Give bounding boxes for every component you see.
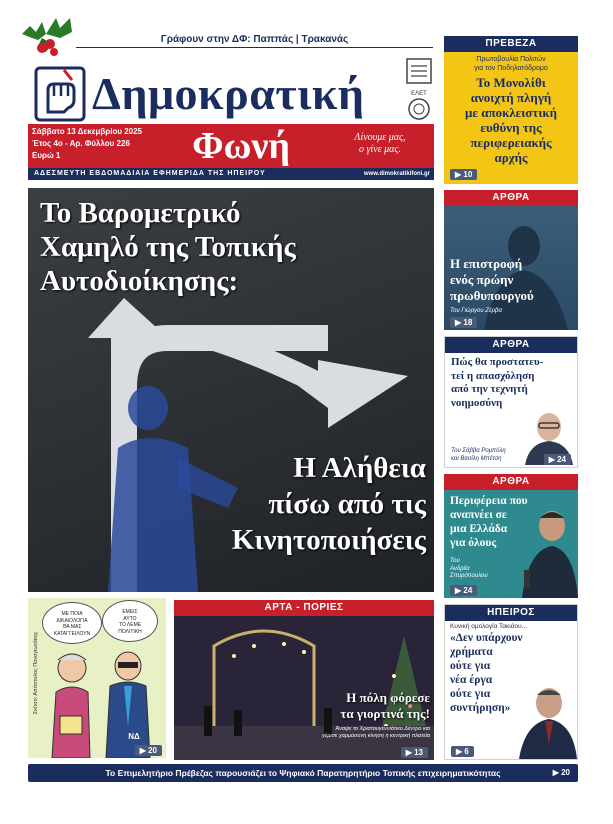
arta-page-badge[interactable]: ▶ 13 bbox=[401, 747, 428, 758]
issue-date: Σάββατο 13 Δεκεμβρίου 2025 bbox=[32, 127, 142, 136]
article2-author bbox=[451, 447, 506, 463]
christmas-holly-icon bbox=[12, 4, 82, 62]
article2-title bbox=[445, 353, 577, 410]
bubble-left-line-1: ΜΕ ΠΟΙΑ bbox=[61, 611, 83, 617]
article1-box[interactable] bbox=[444, 190, 578, 330]
ipeiros-title-line-4: νέα έργα bbox=[450, 674, 493, 686]
preveza-box[interactable] bbox=[444, 36, 578, 184]
article2-box[interactable] bbox=[444, 336, 578, 468]
preveza-category: ΠΡΕΒΕΖΑ bbox=[444, 36, 578, 52]
ipeiros-page-badge[interactable]: ▶ 6 bbox=[451, 746, 474, 757]
main-subtitle-line-2: πίσω από τις bbox=[268, 488, 426, 520]
arta-category: ΑΡΤΑ - ΠΟΡΙΕΣ bbox=[174, 600, 434, 616]
preveza-page-badge[interactable]: ▶ 10 bbox=[450, 169, 477, 180]
article2-title-line-2: τεί η απασχόληση bbox=[451, 369, 535, 382]
ipeiros-category: ΗΠΕΙΡΟΣ bbox=[445, 605, 577, 621]
ipeiros-box[interactable] bbox=[444, 604, 578, 760]
ipeiros-title-line-3: ούτε για bbox=[450, 660, 491, 672]
footer-text: Το Επιμελητήριο Πρέβεζας παρουσιάζει το Ψηφιακό Παρατηρητήριο Τοπικής επιχειρηματικότητας bbox=[105, 768, 501, 778]
main-subtitle-line-1: Η Αλήθεια bbox=[293, 452, 426, 484]
article3-box[interactable] bbox=[444, 474, 578, 598]
arta-caption-line-1: Άναψε το Χριστουγεννιάτικο Δέντρο και bbox=[335, 726, 430, 732]
top-strip-text: Γράφουν στην ΔΦ: Παππάς | Τρακανάς bbox=[160, 34, 349, 45]
main-title-line-3: Αυτοδιοίκησης: bbox=[40, 265, 239, 297]
ipeiros-title-line-5: ούτε για bbox=[450, 688, 491, 700]
preveza-kicker-line-1: Πρωτοβουλία Πολιτών bbox=[476, 56, 546, 63]
slogan-line-1: Λίνουμε μας, bbox=[354, 132, 406, 143]
article3-author-line-1: Του bbox=[450, 558, 460, 564]
bubble-left-line-2: ΔΙΚΑΙΟΛΟΓΙΑ bbox=[56, 617, 88, 624]
preveza-title bbox=[444, 75, 578, 165]
top-strip bbox=[76, 34, 433, 48]
logo-fist-icon bbox=[34, 66, 86, 122]
cartoon-bubble-right bbox=[102, 600, 158, 642]
main-title-line-2: Χαμηλό της Τοπικής bbox=[40, 231, 296, 263]
bubble-left-line-4: ΚΑΤΑΓΓΕΙΛΟΥΝ bbox=[53, 630, 91, 637]
arta-caption-line-2: γέμισε χαρμόσυνη κίνηση η κεντρική πλατεία bbox=[322, 733, 430, 739]
article1-title-line-3: πρωθυπουργού bbox=[450, 288, 534, 303]
tagline-text: ΑΔΕΣΜΕΥΤΗ ΕΒΔΟΜΑΔΙΑΙΑ ΕΦΗΜΕΡΙΔΑ ΤΗΣ ΗΠΕΙΡΟΥ bbox=[34, 170, 266, 177]
main-title-line-1: Το Βαρομετρικό bbox=[40, 197, 241, 229]
article2-author-line-2: και Βασίλη Μπέτση bbox=[451, 456, 502, 462]
bubble-right-line-1: ΕΜΕΙΣ bbox=[122, 609, 138, 615]
ipeiros-title-line-2: χρήματα bbox=[450, 646, 493, 658]
article3-category: ΑΡΘΡΑ bbox=[444, 474, 578, 490]
arta-title-line-2: τα γιορτινά της! bbox=[340, 706, 430, 721]
preveza-title-line-4: ευθύνη της bbox=[480, 120, 542, 135]
cartoon-box[interactable] bbox=[28, 598, 166, 758]
article2-title-line-4: νοημοσύνη bbox=[451, 396, 503, 409]
main-story-title bbox=[40, 196, 360, 306]
main-story-subtitle bbox=[200, 450, 426, 574]
issue-number: Έτος 4ο - Αρ. Φύλλου 226 bbox=[32, 139, 130, 148]
article1-title-line-1: Η επιστροφή bbox=[450, 256, 523, 271]
ipeiros-politician-photo bbox=[517, 679, 577, 759]
masthead-title-top: Δημοκρατική bbox=[92, 68, 365, 119]
article3-author-line-2: Ανδρέα bbox=[450, 565, 470, 572]
cartoon-page-badge[interactable]: ▶ 20 bbox=[135, 745, 162, 756]
bubble-right-line-3: ΤΟ ΛΕΜΕ bbox=[118, 622, 142, 628]
bubble-right-line-2: ΑΥΤΟ bbox=[123, 615, 137, 622]
footer-bar[interactable] bbox=[28, 764, 578, 782]
issue-info bbox=[32, 126, 182, 166]
article3-title-line-2: αναπνέει σε bbox=[450, 509, 507, 521]
article1-title bbox=[450, 256, 574, 304]
article3-title bbox=[450, 494, 540, 550]
arta-title bbox=[234, 690, 430, 722]
article3-author-line-3: Σπυρόπουλου bbox=[450, 573, 488, 579]
article3-title-line-1: Περιφέρεια που bbox=[450, 495, 528, 507]
preveza-title-line-1: Το Μονολίθι bbox=[476, 75, 546, 90]
bubble-right-line-4: ΠΟΛΙΤΙΚΗ bbox=[118, 628, 142, 635]
ipeiros-title-line-6: συντήρηση» bbox=[450, 702, 511, 714]
cartoon-bubble-left bbox=[42, 602, 102, 644]
article2-category: ΑΡΘΡΑ bbox=[445, 337, 577, 353]
arta-title-line-1: Η πόλη φόρεσε bbox=[346, 690, 430, 705]
preveza-kicker-line-2: για τον Ποδηλατόδρομο bbox=[474, 65, 548, 72]
tagline-bar bbox=[28, 168, 434, 180]
masthead-title bbox=[92, 66, 397, 122]
cartoon-party-badge: ΝΔ bbox=[128, 732, 140, 741]
article2-title-line-1: Πώς θα προστατευ- bbox=[451, 356, 544, 368]
preveza-title-line-6: αρχής bbox=[494, 150, 528, 165]
article3-title-line-4: για όλους bbox=[450, 537, 497, 549]
footer-page-badge[interactable]: ▶ 20 bbox=[552, 768, 570, 777]
article1-author: Του Γιώργου Ζέρβα bbox=[450, 308, 502, 314]
article1-title-line-2: ενός πρώην bbox=[450, 272, 514, 287]
ellet-label: ΕΛΕΤ bbox=[411, 91, 427, 97]
article1-category: ΑΡΘΡΑ bbox=[444, 190, 578, 206]
cartoon-credit: Σκίτσο: Απόστολος Παναγιωτάκης bbox=[33, 631, 39, 715]
article3-title-line-3: μια Ελλάδα bbox=[450, 523, 508, 535]
preveza-title-line-2: ανοιχτή πληγή bbox=[470, 90, 552, 105]
slogan-line-2: ο γίνε μας. bbox=[359, 144, 401, 155]
preveza-kicker bbox=[444, 55, 578, 73]
article1-page-badge[interactable]: ▶ 18 bbox=[450, 317, 477, 328]
ipeiros-kicker: Κυνική ομολογία Τακιάου... bbox=[450, 623, 528, 630]
website-link[interactable]: www.dimokratikifoni.gr bbox=[363, 171, 430, 177]
article2-author-line-1: Του Σάββα Ρομπόλη bbox=[451, 448, 506, 454]
ellet-seal-icon bbox=[402, 56, 436, 126]
article3-author bbox=[450, 558, 488, 581]
arta-box[interactable] bbox=[174, 600, 434, 760]
bubble-left-line-3: ΘΑ ΜΑΣ bbox=[62, 624, 82, 630]
article2-title-line-3: από την τεχνητή bbox=[451, 383, 528, 395]
arta-caption bbox=[234, 726, 430, 740]
masthead-title-bottom: Φωνή bbox=[192, 125, 290, 167]
preveza-title-line-3: με αποκλειστική bbox=[465, 105, 557, 120]
issue-price: Ευρώ 1 bbox=[32, 151, 61, 160]
ipeiros-title-line-1: «Δεν υπάρχουν bbox=[450, 632, 523, 644]
preveza-title-line-5: περιφερειακής bbox=[470, 135, 552, 150]
article3-page-badge[interactable]: ▶ 24 bbox=[450, 585, 477, 596]
main-subtitle-line-3: Κινητοποιήσεις bbox=[231, 524, 426, 556]
article2-page-badge[interactable]: ▶ 24 bbox=[544, 454, 571, 465]
masthead-subtitle bbox=[176, 124, 306, 168]
masthead-slogan bbox=[330, 132, 430, 166]
